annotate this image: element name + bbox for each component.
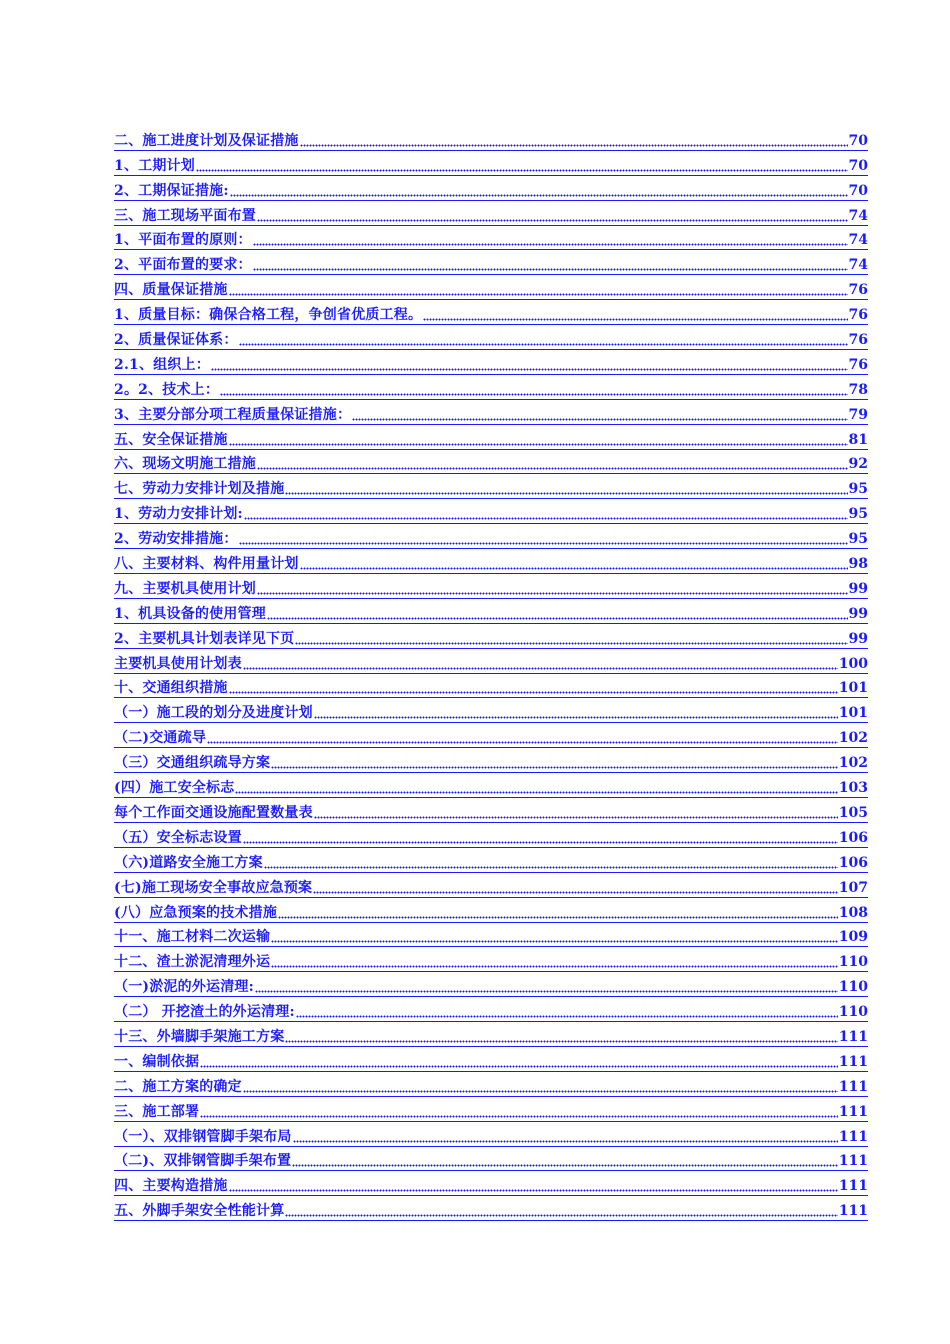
toc-entry[interactable] xyxy=(114,674,868,699)
toc-entry-title[interactable]: (四）施工安全标志 xyxy=(114,780,235,797)
toc-dot-leader xyxy=(300,133,848,147)
toc-entry[interactable] xyxy=(114,748,868,773)
toc-entry-page-number[interactable]: 92 xyxy=(848,456,868,473)
toc-entry-title[interactable]: （六)道路安全施工方案 xyxy=(114,854,263,871)
toc-entry[interactable] xyxy=(114,201,868,226)
toc-dot-leader xyxy=(253,257,848,271)
toc-entry[interactable] xyxy=(114,898,868,923)
toc-dot-leader xyxy=(352,407,847,421)
toc-entry-page-number[interactable]: 106 xyxy=(838,829,868,846)
toc-entry-title[interactable]: 主要机具使用计划表 xyxy=(114,655,242,672)
toc-entry-page-number[interactable]: 76 xyxy=(848,307,868,324)
toc-dot-leader xyxy=(292,1153,838,1167)
toc-dot-leader xyxy=(278,905,838,919)
toc-entry-page-number[interactable]: 105 xyxy=(838,804,868,821)
toc-entry-page-number[interactable]: 79 xyxy=(848,406,868,423)
toc-entry-title[interactable]: 十三、外墙脚手架施工方案 xyxy=(114,1028,285,1045)
toc-entry-title[interactable]: （三）交通组织疏导方案 xyxy=(114,755,271,772)
toc-entry[interactable] xyxy=(114,947,868,972)
toc-dot-leader xyxy=(200,1054,838,1068)
toc-dot-leader xyxy=(255,979,838,993)
toc-entry[interactable] xyxy=(114,275,868,300)
toc-entry[interactable] xyxy=(114,1196,868,1221)
toc-dot-leader xyxy=(243,656,838,670)
toc-entry-title[interactable]: （一)淤泥的外运清理: xyxy=(114,979,254,996)
toc-dot-leader xyxy=(229,1178,838,1192)
toc-entry-title[interactable]: 1、平面布置的原则： xyxy=(114,232,252,249)
toc-entry-title[interactable]: 2。2、技术上： xyxy=(114,381,220,398)
toc-entry[interactable] xyxy=(114,400,868,425)
toc-entry[interactable] xyxy=(114,425,868,450)
toc-entry[interactable] xyxy=(114,624,868,649)
toc-dot-leader xyxy=(229,432,848,446)
toc-entry-title[interactable]: 五、外脚手架安全性能计算 xyxy=(114,1203,285,1220)
toc-entry-page-number[interactable]: 74 xyxy=(848,232,868,249)
toc-entry-title[interactable]: 2、平面布置的要求： xyxy=(114,257,252,274)
toc-entry[interactable] xyxy=(114,923,868,948)
toc-entry-title[interactable]: 1、质量目标：确保合格工程，争创省优质工程。 xyxy=(114,307,423,324)
toc-dot-leader xyxy=(211,357,848,371)
toc-dot-leader xyxy=(196,158,848,172)
toc-entry[interactable] xyxy=(114,1171,868,1196)
toc-entry-page-number[interactable]: 76 xyxy=(848,356,868,373)
toc-entry-title[interactable]: 每个工作面交通设施配置数量表 xyxy=(114,804,313,821)
toc-entry-page-number[interactable]: 95 xyxy=(848,531,868,548)
toc-dot-leader xyxy=(296,1004,838,1018)
toc-entry[interactable] xyxy=(114,972,868,997)
toc-dot-leader xyxy=(200,1104,838,1118)
toc-entry[interactable] xyxy=(114,773,868,798)
toc-entry-page-number[interactable]: 99 xyxy=(848,605,868,622)
toc-dot-leader xyxy=(243,1079,838,1093)
toc-entry-page-number[interactable]: 74 xyxy=(848,207,868,224)
toc-entry-title[interactable]: 十一、施工材料二次运输 xyxy=(114,929,271,946)
toc-entry-title[interactable]: 六、现场文明施工措施 xyxy=(114,456,256,473)
toc-dot-leader xyxy=(244,506,848,520)
toc-entry[interactable] xyxy=(114,1072,868,1097)
toc-entry-page-number[interactable]: 111 xyxy=(838,1103,868,1120)
toc-dot-leader xyxy=(285,481,847,495)
toc-entry-page-number[interactable]: 78 xyxy=(848,381,868,398)
toc-entry-title[interactable]: 四、主要构造措施 xyxy=(114,1178,228,1195)
toc-entry-page-number[interactable]: 110 xyxy=(838,954,868,971)
toc-entry-page-number[interactable]: 70 xyxy=(848,132,868,149)
toc-entry-title[interactable]: 2.1、组织上： xyxy=(114,356,210,373)
toc-entry[interactable] xyxy=(114,474,868,499)
toc-entry-title[interactable]: （二） 开挖渣土的外运清理: xyxy=(114,1004,295,1021)
toc-dot-leader xyxy=(295,631,847,645)
toc-dot-leader xyxy=(271,954,838,968)
toc-dot-leader xyxy=(285,1029,837,1043)
toc-dot-leader xyxy=(264,855,838,869)
toc-entry-page-number[interactable]: 100 xyxy=(838,655,868,672)
toc-entry[interactable] xyxy=(114,450,868,475)
toc-entry-title[interactable]: 三、施工部署 xyxy=(114,1103,200,1120)
toc-entry-page-number[interactable]: 111 xyxy=(838,1203,868,1220)
toc-entry-page-number[interactable]: 107 xyxy=(838,879,868,896)
toc-entry-title[interactable]: （二)、双排钢管脚手架布置 xyxy=(114,1153,292,1170)
toc-entry-title[interactable]: 3、主要分部分项工程质量保证措施： xyxy=(114,406,352,423)
toc-dot-leader xyxy=(257,208,848,222)
toc-entry-page-number[interactable]: 101 xyxy=(838,680,868,697)
toc-entry-title[interactable]: 1、机具设备的使用管理 xyxy=(114,605,266,622)
toc-entry-page-number[interactable]: 95 xyxy=(848,481,868,498)
toc-entry-title[interactable]: 一、编制依据 xyxy=(114,1053,200,1070)
toc-entry-page-number[interactable]: 76 xyxy=(848,282,868,299)
toc-entry[interactable] xyxy=(114,176,868,201)
toc-dot-leader xyxy=(229,680,838,694)
toc-entry-title[interactable]: 七、劳动力安排计划及措施 xyxy=(114,481,285,498)
toc-dot-leader xyxy=(314,805,838,819)
toc-entry-title[interactable]: 八、主要材料、构件用量计划 xyxy=(114,556,299,573)
toc-entry[interactable] xyxy=(114,549,868,574)
toc-entry-title[interactable]: 三、施工现场平面布置 xyxy=(114,207,256,224)
toc-entry-title[interactable]: (七)施工现场安全事故应急预案 xyxy=(114,879,313,896)
toc-entry-page-number[interactable]: 74 xyxy=(848,257,868,274)
toc-entry[interactable] xyxy=(114,1047,868,1072)
toc-entry[interactable] xyxy=(114,723,868,748)
toc-entry-page-number[interactable]: 70 xyxy=(848,182,868,199)
toc-entry[interactable] xyxy=(114,997,868,1022)
toc-dot-leader xyxy=(243,830,838,844)
toc-entry-page-number[interactable]: 111 xyxy=(838,1178,868,1195)
toc-entry-title[interactable]: 二、施工方案的确定 xyxy=(114,1078,242,1095)
toc-dot-leader xyxy=(253,232,848,246)
toc-dot-leader xyxy=(267,606,848,620)
toc-entry-title[interactable]: 四、质量保证措施 xyxy=(114,282,228,299)
toc-entry-page-number[interactable]: 111 xyxy=(838,1053,868,1070)
toc-entry-title[interactable]: 九、主要机具使用计划 xyxy=(114,580,256,597)
toc-dot-leader xyxy=(293,1129,838,1143)
toc-entry[interactable] xyxy=(114,300,868,325)
toc-entry[interactable] xyxy=(114,574,868,599)
toc-dot-leader xyxy=(235,780,837,794)
toc-entry[interactable] xyxy=(114,325,868,350)
toc-entry-page-number[interactable]: 106 xyxy=(838,854,868,871)
toc-dot-leader xyxy=(313,880,838,894)
toc-dot-leader xyxy=(257,456,848,470)
toc-entry[interactable] xyxy=(114,126,868,151)
toc-dot-leader xyxy=(207,730,838,744)
toc-entry[interactable] xyxy=(114,873,868,898)
toc-entry-page-number[interactable]: 95 xyxy=(848,506,868,523)
toc-entry[interactable] xyxy=(114,649,868,674)
toc-dot-leader xyxy=(230,183,848,197)
toc-entry-page-number[interactable]: 99 xyxy=(848,580,868,597)
toc-dot-leader xyxy=(271,929,838,943)
toc-dot-leader xyxy=(229,282,848,296)
toc-entry[interactable] xyxy=(114,151,868,176)
toc-dot-leader xyxy=(300,556,848,570)
toc-entry-title[interactable]: （一）、双排钢管脚手架布局 xyxy=(114,1128,292,1145)
toc-dot-leader xyxy=(220,382,847,396)
toc-entry-title[interactable]: 2、主要机具计划表详见下页 xyxy=(114,630,295,647)
toc-entry-page-number[interactable]: 98 xyxy=(848,556,868,573)
toc-dot-leader xyxy=(271,755,838,769)
toc-entry-title[interactable]: 十、交通组织措施 xyxy=(114,680,228,697)
toc-entry[interactable] xyxy=(114,250,868,275)
toc-entry[interactable] xyxy=(114,375,868,400)
toc-entry-page-number[interactable]: 99 xyxy=(848,630,868,647)
toc-entry[interactable] xyxy=(114,1022,868,1047)
toc-entry[interactable] xyxy=(114,1097,868,1122)
toc-entry-page-number[interactable]: 110 xyxy=(838,1004,868,1021)
toc-entry[interactable] xyxy=(114,226,868,251)
toc-entry[interactable] xyxy=(114,798,868,823)
toc-entry-title[interactable]: （一）施工段的划分及进度计划 xyxy=(114,705,313,722)
toc-entry-title[interactable]: 十二、渣土淤泥清理外运 xyxy=(114,954,271,971)
toc-entry-title[interactable]: 1、工期计划 xyxy=(114,157,195,174)
toc-entry-page-number[interactable]: 102 xyxy=(838,755,868,772)
toc-entry-page-number[interactable]: 102 xyxy=(838,730,868,747)
toc-entry-title[interactable]: 二、施工进度计划及保证措施 xyxy=(114,132,299,149)
toc-entry-page-number[interactable]: 111 xyxy=(838,1153,868,1170)
toc-entry-page-number[interactable]: 108 xyxy=(838,904,868,921)
toc-entry[interactable] xyxy=(114,1122,868,1147)
toc-entry[interactable] xyxy=(114,848,868,873)
toc-entry-title[interactable]: 1、劳动力安排计划: xyxy=(114,506,243,523)
toc-dot-leader xyxy=(314,705,838,719)
toc-entry[interactable] xyxy=(114,823,868,848)
toc-dot-leader xyxy=(239,332,848,346)
toc-entry-page-number[interactable]: 101 xyxy=(838,705,868,722)
toc-dot-leader xyxy=(239,531,848,545)
toc-entry-title[interactable]: 五、安全保证措施 xyxy=(114,431,228,448)
toc-entry-page-number[interactable]: 111 xyxy=(838,1128,868,1145)
toc-entry-page-number[interactable]: 103 xyxy=(838,780,868,797)
toc-entry-page-number[interactable]: 111 xyxy=(838,1028,868,1045)
toc-entry[interactable] xyxy=(114,524,868,549)
table-of-contents xyxy=(114,126,868,1221)
toc-entry-title[interactable]: 2、工期保证措施: xyxy=(114,182,229,199)
toc-entry-title[interactable]: 2、质量保证体系： xyxy=(114,332,238,349)
toc-entry-page-number[interactable]: 76 xyxy=(848,332,868,349)
toc-entry-page-number[interactable]: 70 xyxy=(848,157,868,174)
toc-entry[interactable] xyxy=(114,698,868,723)
toc-dot-leader xyxy=(285,1203,837,1217)
toc-entry-page-number[interactable]: 110 xyxy=(838,979,868,996)
toc-dot-leader xyxy=(423,307,847,321)
toc-entry[interactable] xyxy=(114,350,868,375)
toc-entry[interactable] xyxy=(114,1147,868,1172)
toc-entry-title[interactable]: （五）安全标志设置 xyxy=(114,829,242,846)
toc-entry-title[interactable]: （二)交通疏导 xyxy=(114,730,207,747)
toc-entry-page-number[interactable]: 111 xyxy=(838,1078,868,1095)
toc-entry-title[interactable]: 2、劳动安排措施： xyxy=(114,531,238,548)
toc-entry-title[interactable]: (八）应急预案的技术措施 xyxy=(114,904,278,921)
toc-entry-page-number[interactable]: 81 xyxy=(848,431,868,448)
toc-dot-leader xyxy=(257,581,848,595)
toc-entry[interactable] xyxy=(114,499,868,524)
toc-entry[interactable] xyxy=(114,599,868,624)
toc-entry-page-number[interactable]: 109 xyxy=(838,929,868,946)
